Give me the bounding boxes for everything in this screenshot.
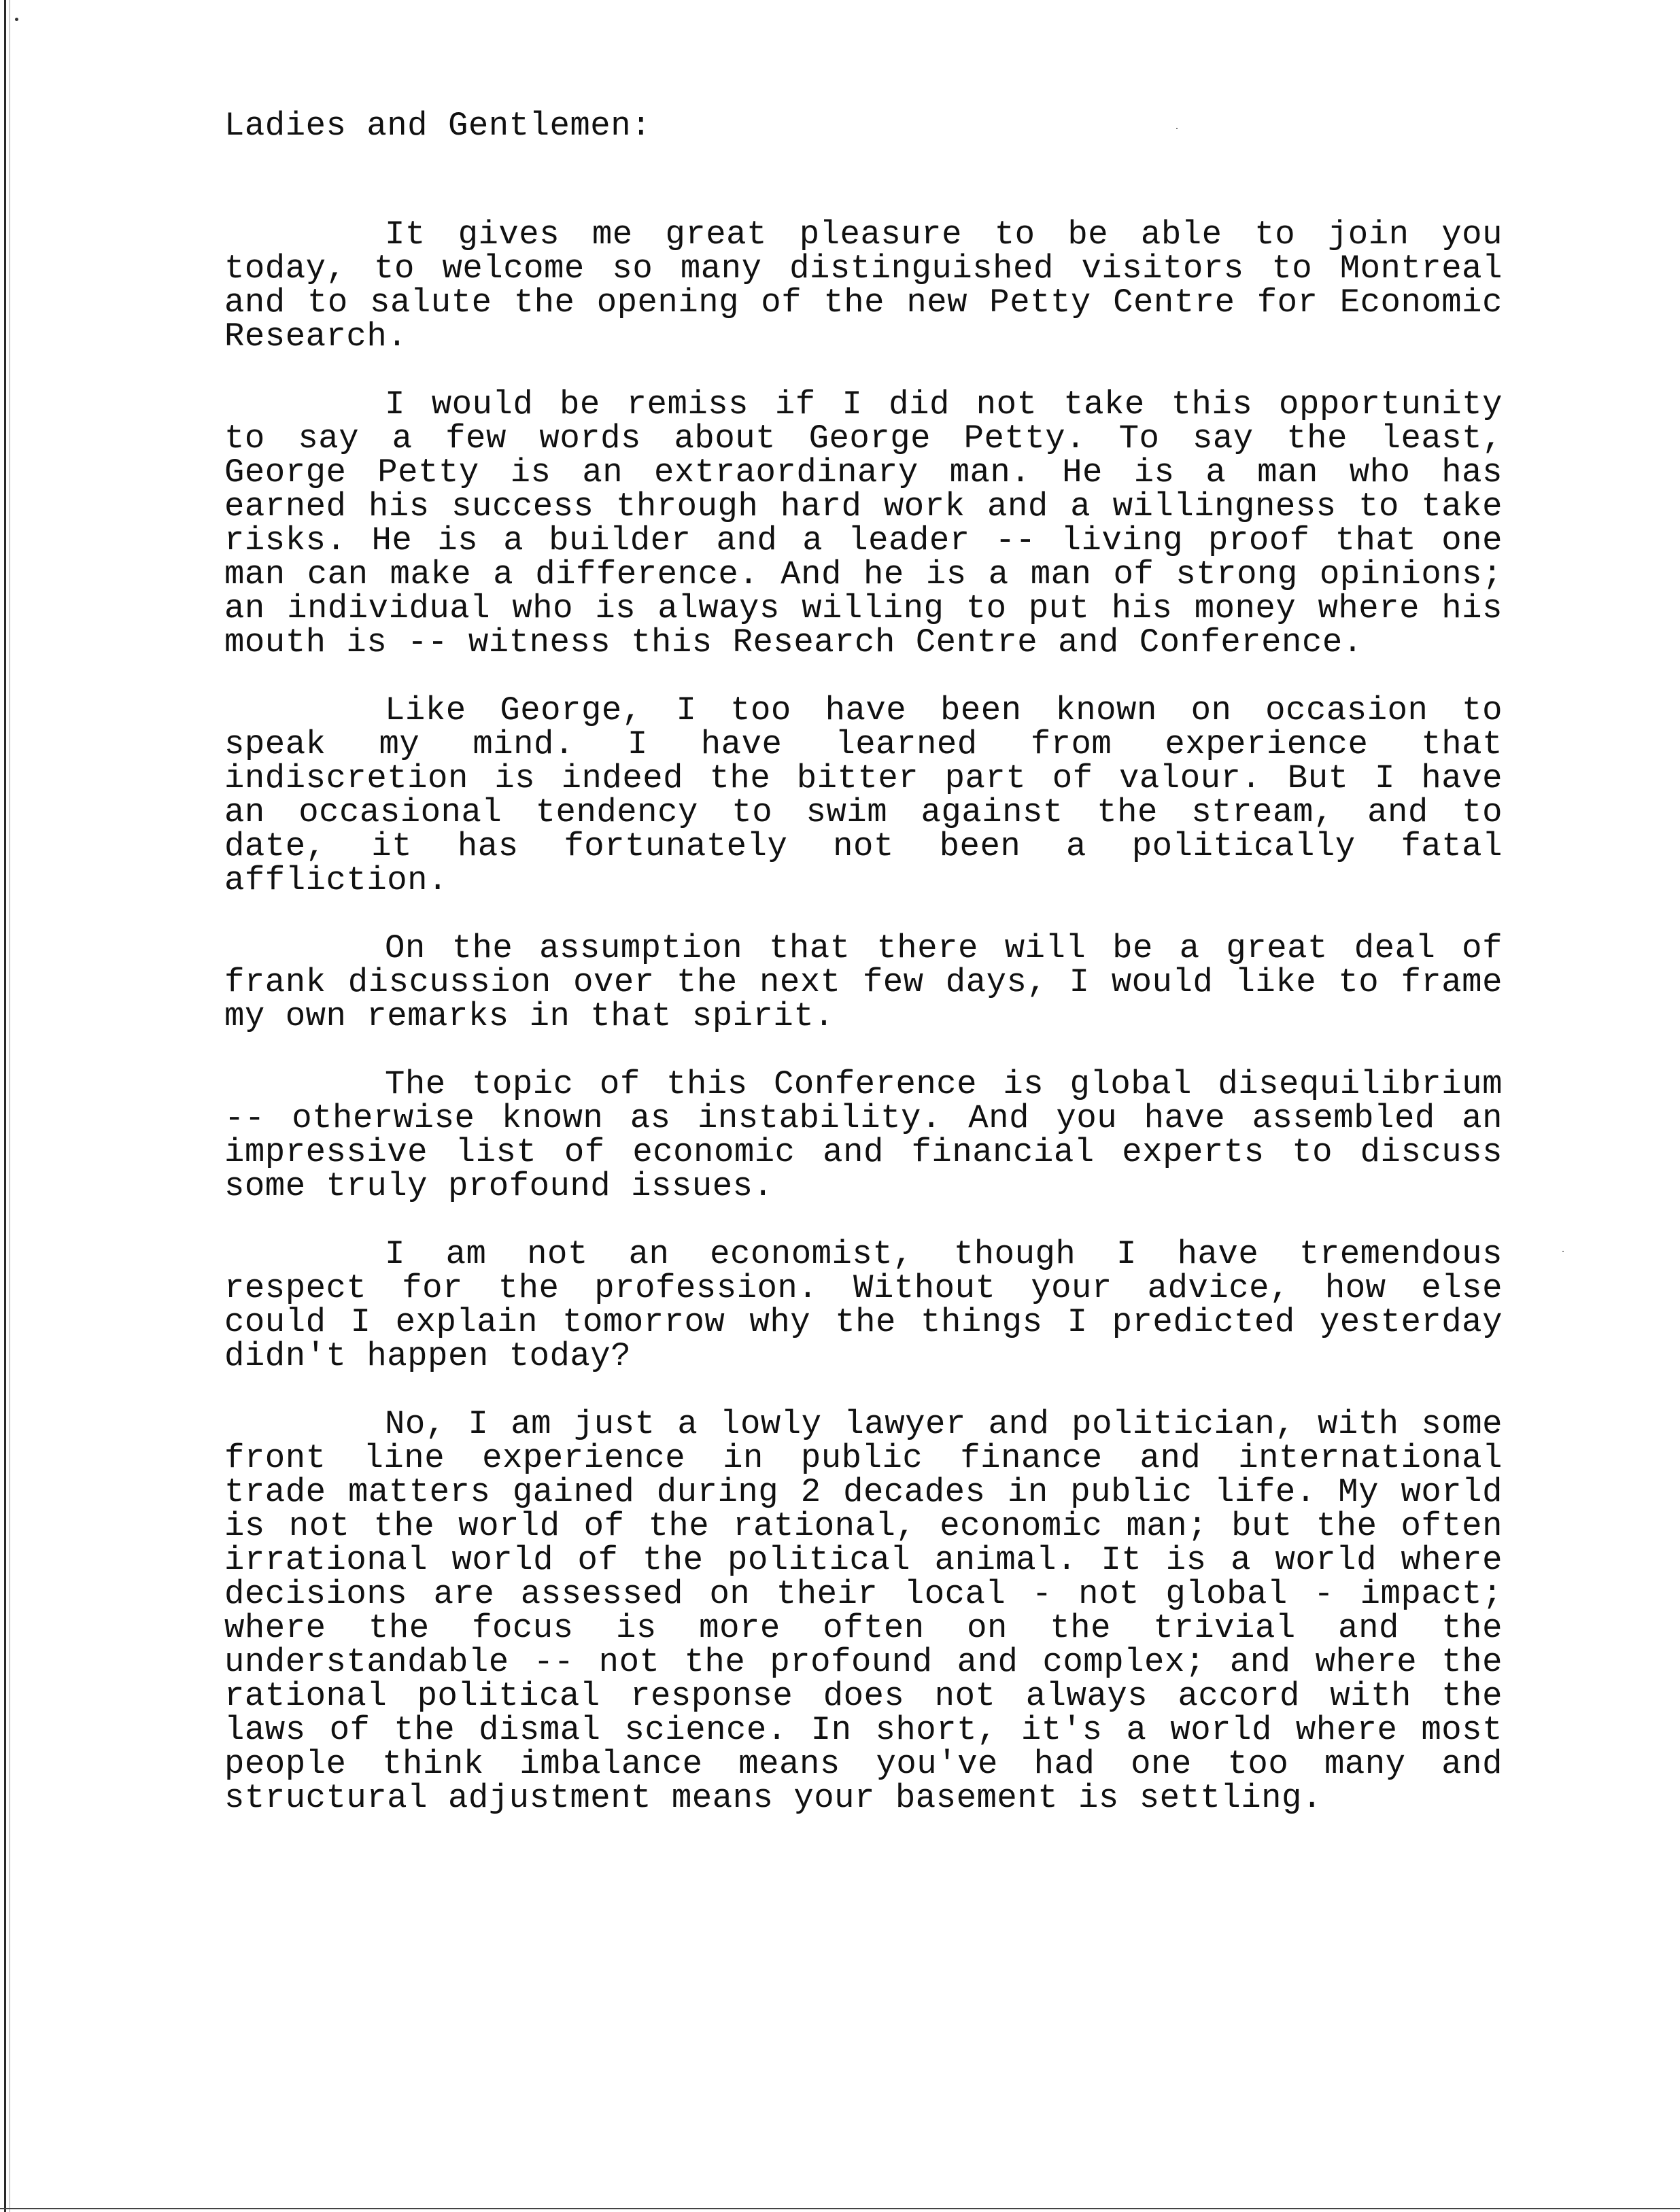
paragraph-5: The topic of this Conference is global disequilibrium -- otherwise known as instability. And you have assembled an impressive list of economic and financial experts to discuss some truly profound issues. bbox=[224, 1065, 1503, 1205]
paragraph-6: I am not an economist, though I have tremendous respect for the profession. Without your advice, how else could I explain tomorrow why the things I predicted yesterday didn't happen today? bbox=[224, 1235, 1503, 1375]
scan-edge-left bbox=[4, 0, 6, 2212]
salutation: Ladies and Gentlemen: bbox=[224, 107, 652, 145]
paragraph-3: Like George, I too have been known on occasion to speak my mind. I have learned from experience that indiscretion is indeed the bitter part of valour. But I have an occasional tendency to swim against the stream, and to date, it has fortunately not been a politically fatal affliction. bbox=[224, 691, 1503, 899]
scan-speck bbox=[1562, 1251, 1564, 1252]
paragraph-7: No, I am just a lowly lawyer and politician, with some front line experience in public finance and international trade matters gained during 2 decades in public life. My world is not the world of the rational, economic man; but the often irrational world of the political animal. It is a world where decisions are assessed on their local - not global - impact; where the focus is more often on the trivial and the understandable -- not the profound and complex; and where the rational political response does not always accord with the laws of the dismal science. In short, it's a world where most people think imbalance means you've had one too many and structural adjustment means your basement is settling. bbox=[224, 1405, 1503, 1817]
paragraph-4: On the assumption that there will be a great deal of frank discussion over the next few days, I would like to frame my own remarks in that spirit. bbox=[224, 929, 1503, 1035]
paragraph-1: It gives me great pleasure to be able to join you today, to welcome so many distinguished visitors to Montreal and to salute the opening of the new Petty Centre for Economic Research. bbox=[224, 215, 1503, 356]
scan-edge-bottom bbox=[0, 2208, 1680, 2209]
document-page bbox=[224, 109, 1503, 1849]
scan-mark bbox=[15, 18, 18, 21]
paragraph-2: I would be remiss if I did not take this opportunity to say a few words about George Petty. To say the least, George Petty is an extraordinary man. He is a man who has earned his success through hard work and a willingness to take risks. He is a builder and a leader -- living proof that one man can make a difference. And he is a man of strong opinions; an individual who is always willing to put his money where his mouth is -- witness this Research Centre and Conference. bbox=[224, 385, 1503, 661]
